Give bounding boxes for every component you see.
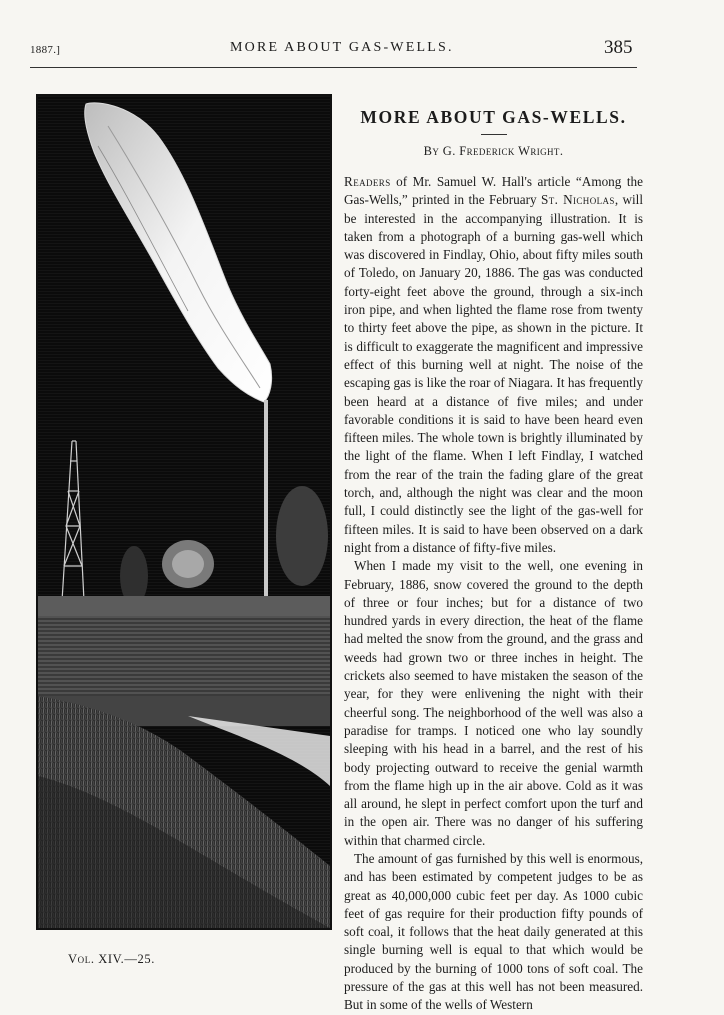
article-byline: By G. Frederick Wright. bbox=[423, 144, 564, 158]
paragraph-1-part-a: of Mr. Samuel W. Hall's article “Among the Gas-Wells,” printed in the February bbox=[344, 174, 643, 208]
paragraph-3: The amount of gas furnished by this well is enormous, and has been estimated by competent judges to be as great as 40,000,000 cubic feet per day. As 1000 cubic feet of gas require for their production fifty pounds of soft coal, it follows that the heat daily generated at this single burning well is equal to that which would be produced by the burning of 1000 tons of soft coal. The pressure of the gas at this well has not been measured. But in some of the wells of Western bbox=[344, 850, 643, 1013]
paragraph-1 bbox=[344, 173, 643, 557]
magazine-name: St. Nicholas bbox=[540, 192, 615, 208]
article-column bbox=[344, 104, 643, 1015]
article-title: MORE ABOUT GAS-WELLS. bbox=[360, 107, 627, 127]
lead-smallcaps: Readers bbox=[344, 174, 391, 189]
running-header-date: 1887.] bbox=[30, 44, 61, 56]
header-rule bbox=[30, 67, 637, 68]
engraving-art bbox=[38, 96, 330, 928]
gas-well-illustration bbox=[36, 94, 332, 930]
page-number: 385 bbox=[604, 37, 633, 58]
paragraph-2: When I made my visit to the well, one evening in February, 1886, snow covered the ground to the depth of three or four inches; but for a distance of two hundred yards in every direction, the heat of the flame had melted the snow from the ground, and the grass and weeds had grown two or three inches in height. The crickets also seemed to have mistaken the season of the year, for they were enlivening the night with their cheerful song. The neighborhood of the well was also a paradise for tramps. I noticed one who lay soundly sleeping with his head in a barrel, and the rest of his body projecting outward to receive the genial warmth from the flame high up in the air above. Cold as it was all around, he slept in perfect comfort upon the turf and in the open air. There was no danger of his suffering within that charmed circle. bbox=[344, 558, 643, 848]
running-header-title: MORE ABOUT GAS-WELLS. bbox=[230, 40, 454, 55]
article-body bbox=[344, 173, 643, 1015]
paragraph-1-part-c: , will be interested in the accompanying illustration. It is taken from a photograph of a burning gas-well which was discovered in Findlay, Ohio, about fifty miles south of Toledo, on January 20, 1886. The gas was conducted forty-eight feet above the ground, through a six-inch iron pipe, and when lighted the flame rose from twenty to thirty feet above the pipe, as shown in the picture. It is difficult to exaggerate the magnificent and impressive effect of this burning well at night. The noise of the escaping gas is like the roar of Niagara. It has frequently been heard at a distance of five miles; and under favorable conditions it is said to have been heard even fifteen miles. The whole town is brightly illuminated by the light of the flame. When I left Findlay, I watched from the rear of the train the fading glare of the great torch, and, although the night was clear and the moon full, I could distinctly see the light of the gas-well for fifteen miles. It is said to have been observed on a dark night from a distance of fifty-five miles. bbox=[344, 192, 643, 555]
gas-pipe bbox=[264, 400, 268, 600]
volume-footer: Vol. XIV.—25. bbox=[68, 952, 155, 966]
title-rule bbox=[481, 134, 507, 135]
